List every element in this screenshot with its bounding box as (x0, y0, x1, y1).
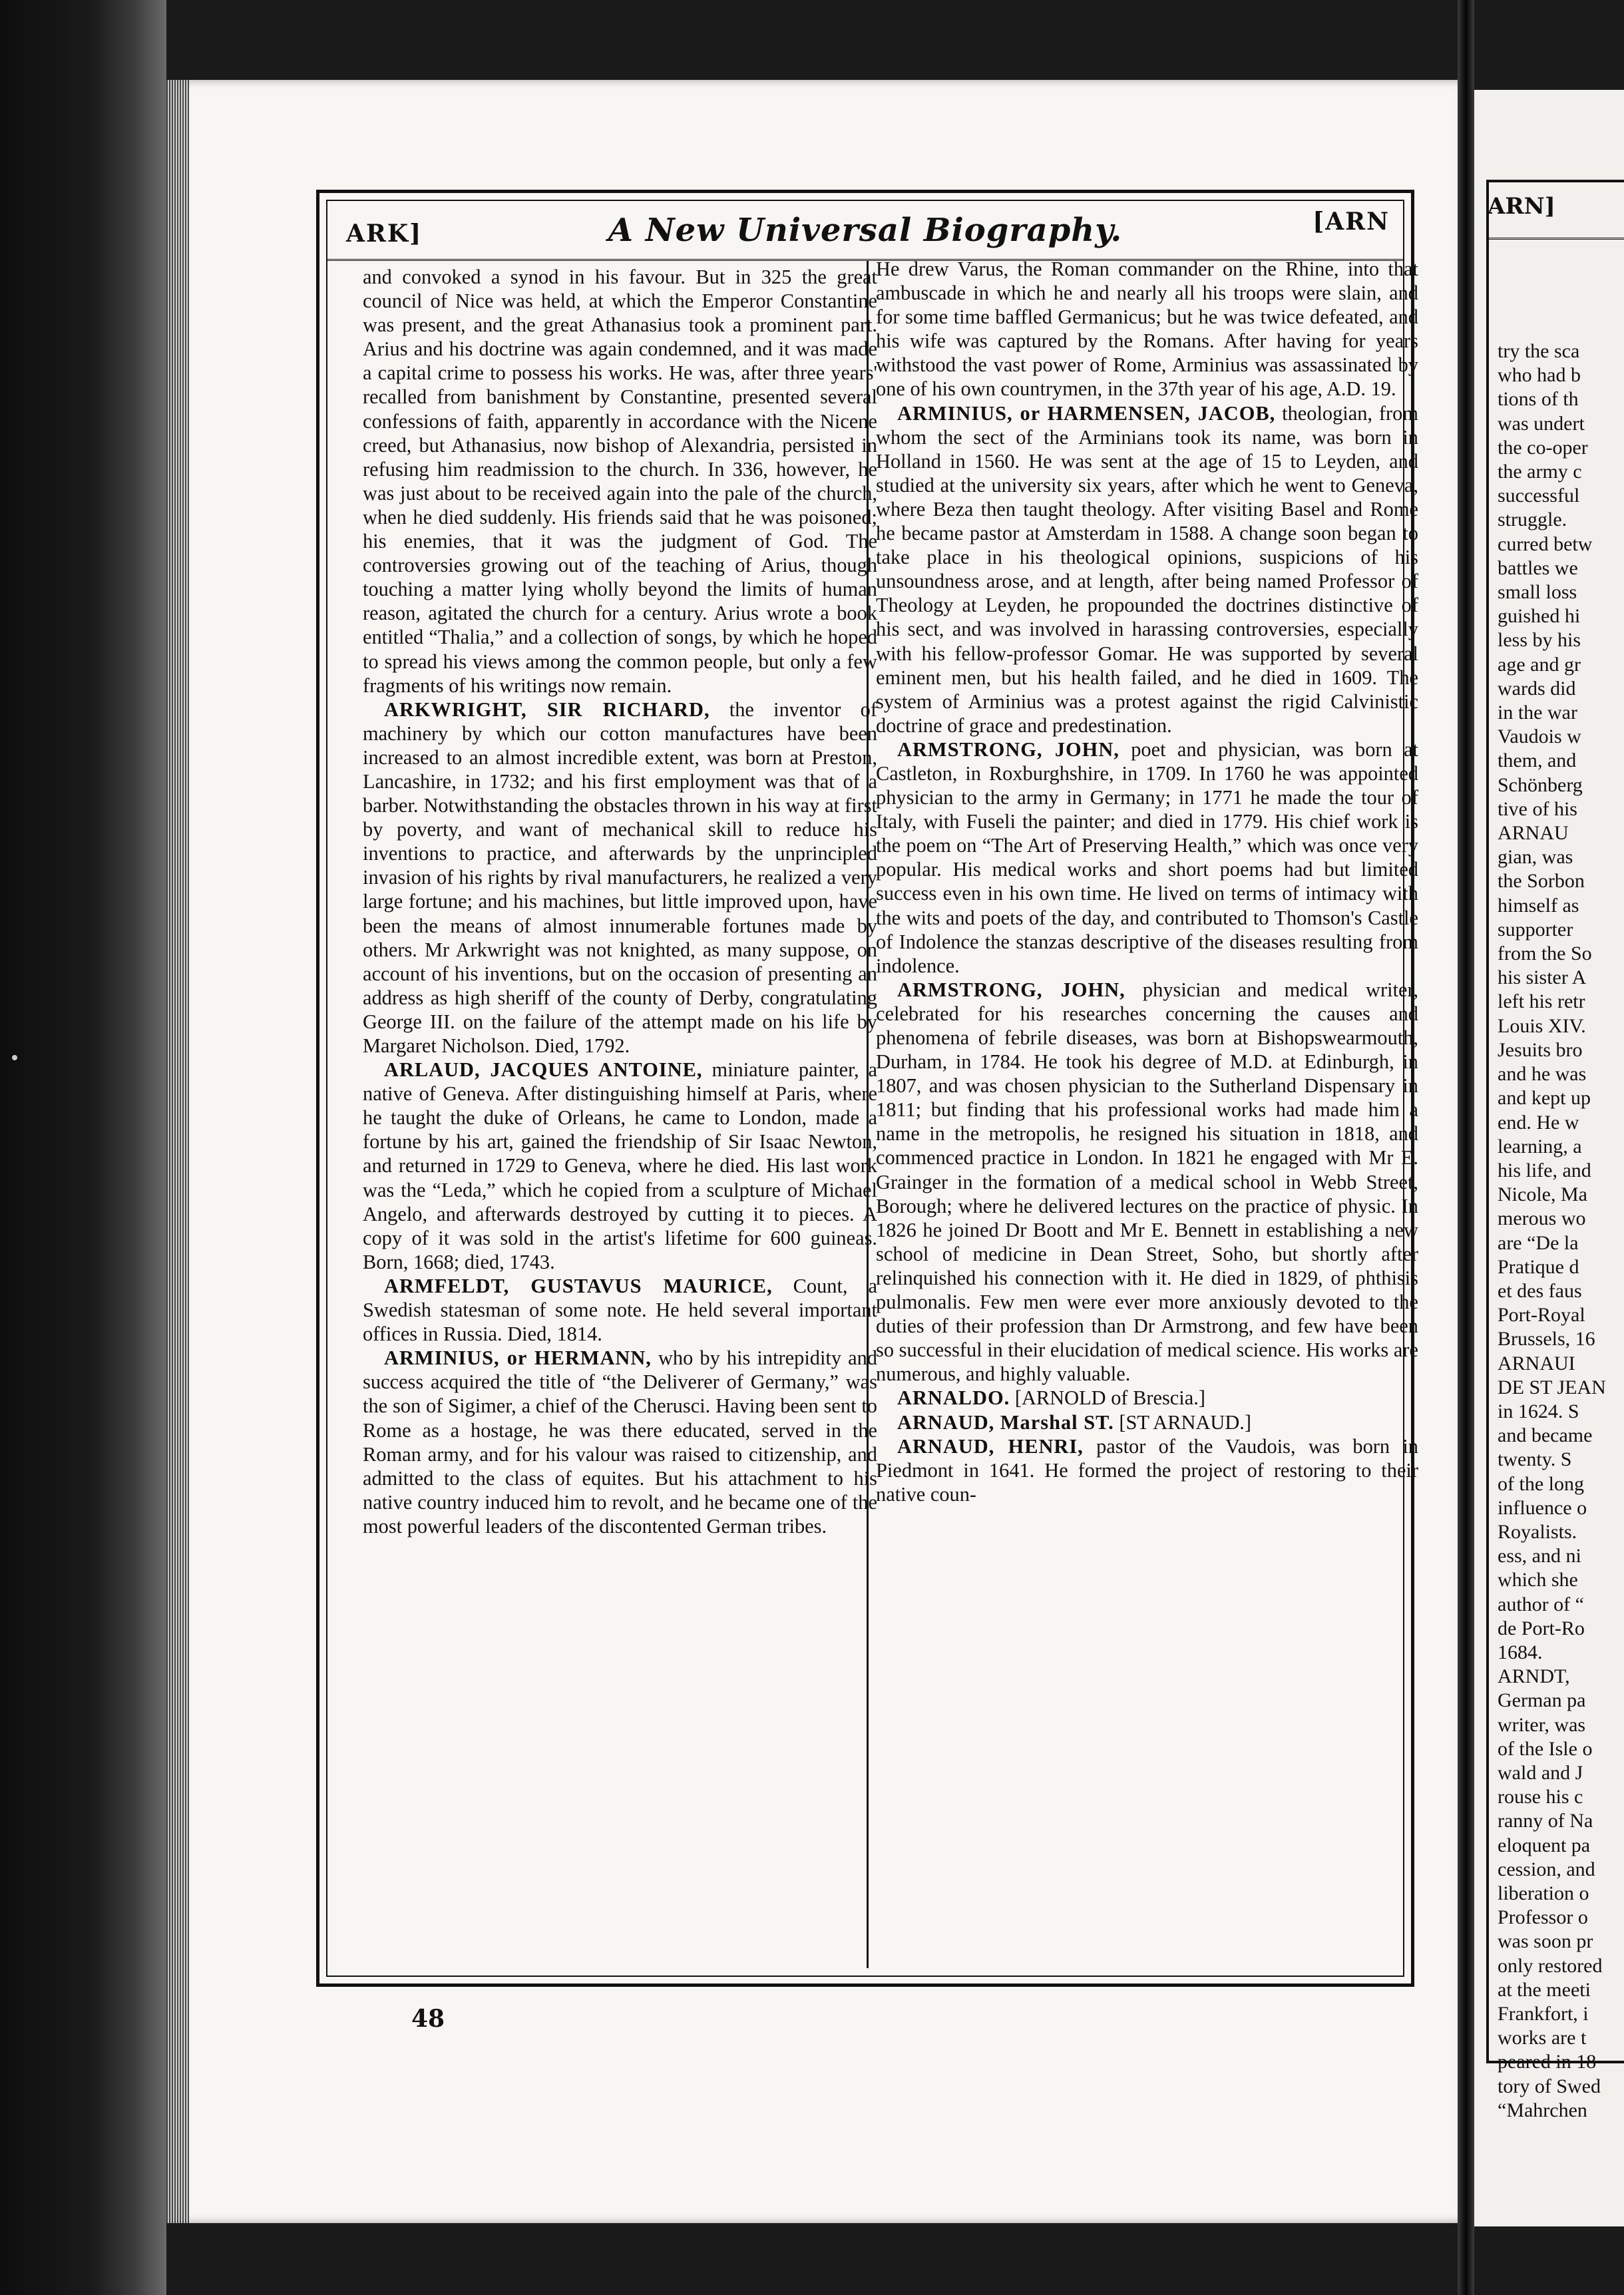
entry-headword: ARNAUD, HENRI, (897, 1434, 1084, 1458)
adjacent-page-line: in 1624. S (1498, 1400, 1579, 1422)
adjacent-page-line: influence o (1498, 1496, 1587, 1519)
scan-speck (12, 1055, 17, 1060)
page-edges (166, 80, 189, 2223)
adjacent-page-line: de Port-Ro (1498, 1617, 1585, 1639)
adjacent-page-line: Brussels, 16 (1498, 1328, 1595, 1351)
adjacent-page-line: struggle. (1498, 509, 1567, 531)
adjacent-page-line: merous wo (1498, 1207, 1586, 1230)
biography-entry (363, 1058, 877, 1274)
header-title: A New Universal Biography. (608, 212, 1123, 249)
adjacent-page-line: and he was (1498, 1063, 1587, 1086)
entry-headword: ARNALDO. (897, 1386, 1010, 1410)
adjacent-page-line: Nicole, Ma (1498, 1183, 1587, 1206)
entry-headword: ARNAUD, Marshal ST. (897, 1410, 1114, 1434)
adjacent-page-header: ARN] (1488, 193, 1555, 220)
biography-entry (363, 698, 877, 1058)
adjacent-page-line: liberation o (1498, 1882, 1589, 1904)
adjacent-page-line: et des faus (1498, 1279, 1582, 1302)
adjacent-page-line: supporter (1498, 918, 1573, 940)
adjacent-page-line: Port-Royal (1498, 1304, 1585, 1327)
biography-entry (876, 737, 1418, 978)
adjacent-page-line: ess, and ni (1498, 1545, 1581, 1567)
entry-text: [ARNOLD of Brescia.] (1010, 1386, 1205, 1410)
adjacent-page-line: age and gr (1498, 653, 1581, 676)
adjacent-page-line: guished hi (1498, 605, 1581, 628)
entry-text: who by his intrepidity and success acquired the title of “the Deliverer of Germany,” was the son of Sigimer, a chief of the Cherusci. Having been sent to Rome as a hostage, he was there educated, served in the Roman army, and for his valour was raised to citizenship, and admitted to the class of equites. But his attachment to his native country induced him to revolt, and he became one of the most powerful leaders of the discontented German tribes. (363, 1347, 877, 1538)
adjacent-page-line: “Mahrchen (1498, 2099, 1587, 2121)
adjacent-page-line: 1684. (1498, 1641, 1543, 1663)
adjacent-page-line: Frankfort, i (1498, 2003, 1589, 2025)
adjacent-page-line: tory of Swed (1498, 2075, 1601, 2097)
biography-entry (876, 978, 1418, 1386)
adjacent-page-line: cession, and (1498, 1858, 1595, 1880)
entry-headword: ARKWRIGHT, SIR RICHARD, (384, 698, 710, 721)
adjacent-page-line: ARNDT, (1498, 1665, 1570, 1688)
adjacent-page (1474, 90, 1624, 2226)
adjacent-page-line: peared in 18 (1498, 2051, 1597, 2073)
adjacent-page-line: curred betw (1498, 532, 1593, 555)
adjacent-page-line: end. He w (1498, 1111, 1579, 1134)
entry-headword: ARMSTRONG, JOHN, (897, 978, 1125, 1001)
adjacent-page-line: ranny of Na (1498, 1810, 1593, 1832)
adjacent-page-line: his sister A (1498, 966, 1587, 989)
adjacent-page-line: of the long (1498, 1472, 1584, 1495)
adjacent-page-header-rule (1486, 238, 1624, 240)
adjacent-page-line: eloquent pa (1498, 1834, 1591, 1856)
entry-text: miniature painter, a native of Geneva. After distinguishing himself at Paris, where he taught the duke of Orleans, he came to London, made a fortune by his art, gained the friendship of Sir Isaac Newton, and returned in 1729 to Geneva, where he died. His last work was the “Leda,” which he copied from a sculpture of Michael Angelo, and afterwards destroyed by cutting it to pieces. A copy of it was sold in the artist's lifetime for 600 guineas. Born, 1668; died, 1743. (363, 1058, 877, 1273)
entry-text: pastor of the Vaudois, was born in Piedmont in 1641. He formed the project of restoring to their native coun- (876, 1434, 1418, 1506)
adjacent-page-line: learning, a (1498, 1135, 1582, 1157)
adjacent-page-line: try the sca (1498, 340, 1580, 362)
adjacent-page-line: was soon pr (1498, 1930, 1593, 1953)
adjacent-page-line: in the war (1498, 702, 1577, 724)
left-column (363, 265, 877, 1966)
adjacent-page-line: wards did (1498, 677, 1576, 700)
entry-text: He drew Varus, the Roman commander on the Rhine, into that ambuscade in which he and nearly all his troops were slain, and for some time baffled Germanicus; but he was twice defeated, and his wife was captured by the Romans. After having for years withstood the vast power of Rome, Arminius was assassinated by one of his own countrymen, in the 37th year of his age, A.D. 19. (876, 258, 1418, 401)
page-number: 48 (411, 2005, 445, 2033)
continued-paragraph (363, 265, 877, 698)
adjacent-page-line: author of “ (1498, 1593, 1584, 1615)
adjacent-page-line: the Sorbon (1498, 870, 1585, 893)
adjacent-page-line: gian, was (1498, 846, 1573, 869)
entry-text: [ST ARNAUD.] (1114, 1410, 1252, 1434)
adjacent-page-line: DE ST JEAN (1498, 1376, 1606, 1398)
adjacent-page-line: who had b (1498, 364, 1581, 387)
adjacent-page-line: twenty. S (1498, 1448, 1572, 1471)
adjacent-page-line: which she (1498, 1569, 1578, 1591)
adjacent-page-line: small loss (1498, 581, 1577, 604)
entry-text: physician and medical writer, celebrated for his researches concerning the causes and phenomena of febrile diseases, was born at Bishopswearmouth, Durham, in 1784. He took his degree of M.D. at Edinburgh, in 1807, and was chosen physician to the Sutherland Dispensary in 1811; but finding that his professional works had made him a name in the metropolis, he resigned his situation in 1818, and commenced practice in London. In 1821 he engaged with Mr E. Grainger in the formation of a medical school in Webb Street, Borough; where he delivered lectures on the practice of physic. In 1826 he joined Dr Boott and Mr E. Bennett in establishing a new school of medicine in Dean Street, Soho, but shortly after relinquished his connection with it. He died in 1829, of phthisis pulmonalis. Few men were ever more anxiously devoted to the duties of their profession than Dr Armstrong, and few have been so successful in their elucidation of medical science. His works are numerous, and highly valuable. (876, 978, 1418, 1386)
entry-text: and convoked a synod in his favour. But in 325 the great council of Nice was held, at which the Emperor Constantine was present, and the great Athanasius took a prominent part. Arius and his doctrine was again condemned, and it was made a capital crime to possess his works. He was, after three years' recalled from banishment by Constantine, presented several confessions of faith, apparently in accordance with the Nicene creed, but Athanasius, now bishop of Alexandria, persisted in refusing him readmission to the church. In 336, however, he was just about to be received again into the pale of the church, when he died suddenly. His friends said that he was poisoned; his enemies, that it was the judgment of God. The controversies growing out of the teaching of Arius, though touching a matter lying wholly beyond the limits of human reason, agitated the church for a century. Arius wrote a book entitled “Thalia,” and a collection of songs, by which he hoped to spread his views among the common people, but only a few fragments of his writings now remain. (363, 266, 877, 697)
adjacent-page-line: less by his (1498, 629, 1581, 652)
entry-headword: ARMINIUS, or HARMENSEN, JACOB, (897, 401, 1276, 425)
entry-headword: ARMFELDT, GUSTAVUS MAURICE, (384, 1274, 773, 1297)
adjacent-page-line: only restored (1498, 1954, 1603, 1977)
adjacent-page-line: German pa (1498, 1689, 1586, 1712)
right-column (876, 257, 1418, 1958)
biography-entry (876, 1386, 1418, 1410)
adjacent-page-line: at the meeti (1498, 1978, 1591, 2001)
running-header (326, 200, 1404, 261)
header-left-catchword: ARK] (346, 220, 423, 248)
continued-paragraph (876, 257, 1418, 401)
adjacent-page-line: successful (1498, 485, 1580, 507)
adjacent-page-line: wald and J (1498, 1761, 1583, 1784)
adjacent-page-line: Pratique d (1498, 1255, 1579, 1278)
adjacent-page-line: tive of his (1498, 797, 1577, 820)
adjacent-page-line: Professor o (1498, 1906, 1588, 1929)
adjacent-page-line: ARNAU (1498, 822, 1569, 845)
entry-text: Count, a Swedish statesman of some note. He held several important offices in Russia. Died, 1814. (363, 1274, 877, 1346)
book-gutter (1458, 0, 1474, 2295)
adjacent-page-line: writer, was (1498, 1713, 1586, 1736)
biography-entry (876, 401, 1418, 737)
adjacent-page-line: ARNAUI (1498, 1352, 1575, 1374)
adjacent-page-line: tions of th (1498, 388, 1579, 411)
header-right-catchword: [ARN (1313, 208, 1390, 236)
adjacent-page-line: battles we (1498, 556, 1578, 579)
entry-headword: ARMINIUS, or HERMANN, (384, 1347, 652, 1370)
adjacent-page-line: and kept up (1498, 1087, 1591, 1110)
adjacent-page-line: left his retr (1498, 990, 1585, 1013)
entry-text: poet and physician, was born at Castleton, in Roxburghshire, in 1709. In 1760 he was appointed physician to the army in Germany; in 1771 he made the tour of Italy, with Fuseli the painter; and died in 1779. His chief work is the poem on “The Art of Preserving Health,” which was once very popular. His medical works and short poems had but limited success even in his own time. He lived on terms of intimacy with the wits and poets of the day, and contributed to Thomson's Castle of Indolence the stanzas descriptive of the diseases resulting from indolence. (876, 737, 1418, 977)
entry-headword: ARLAUD, JACQUES ANTOINE, (384, 1058, 703, 1082)
adjacent-page-line: himself as (1498, 894, 1579, 917)
biography-entry (876, 1410, 1418, 1434)
adjacent-page-line: works are t (1498, 2027, 1587, 2049)
adjacent-page-line: his life, and (1498, 1159, 1591, 1181)
biography-entry (876, 1434, 1418, 1506)
entry-text: theologian, from whom the sect of the Arminians took its name, was born in Holland in 1560. He was sent at the age of 15 to Leyden, and studied at the university six years, after which he went to Geneva, where Beza then taught theology. After visiting Basel and Rome he became pastor at Amsterdam in 1588. A change soon began to take place in his theological opinions, suspicions of his unsoundness arose, and at length, after being named Professor of Theology at Leyden, he propounded the doctrines distinctive of his sect, and was involved in harassing controversies, especially with his fellow-professor Gomar. He was supported by several eminent men, but his health failed, and he died in 1609. The system of Arminius was a protest against the rigid Calvinistic doctrine of grace and predestination. (876, 401, 1418, 737)
book-binding-shadow (0, 0, 166, 2295)
adjacent-page-line: are “De la (1498, 1231, 1579, 1254)
adjacent-page-line: and became (1498, 1424, 1593, 1447)
entry-text: the inventor of machinery by which our cotton manufactures have been increased to an almost incredible extent, was born at Preston, Lancashire, in 1732; and his first employment was that of a barber. Notwithstanding the obstacles thrown in his way at first by poverty, and want of mechanical skill to reduce his inventions to practice, and afterwards by the unprincipled invasion of his rights by rival manufacturers, he realized a very large fortune; and his machines, but little improved upon, have been the means of almost innumerable fortunes made by others. Mr Arkwright was not knighted, as many suppose, on account of his inventions, but on the occasion of presenting an address as high sheriff of the county of Derby, congratulating George III. on the failure of the attempt made on his life by Margaret Nicholson. Died, 1792. (363, 698, 877, 1057)
adjacent-page-line: them, and (1498, 749, 1577, 772)
adjacent-page-line: the co-oper (1498, 436, 1588, 459)
adjacent-page-line: Jesuits bro (1498, 1038, 1583, 1061)
adjacent-page-line: Vaudois w (1498, 726, 1581, 748)
biography-entry (363, 1274, 877, 1346)
adjacent-page-line: was undert (1498, 412, 1585, 435)
adjacent-page-line: Royalists. (1498, 1520, 1577, 1543)
biography-entry (363, 1346, 877, 1538)
adjacent-page-line: the army c (1498, 461, 1582, 483)
adjacent-page-line: of the Isle o (1498, 1737, 1593, 1760)
entry-headword: ARMSTRONG, JOHN, (897, 737, 1119, 761)
adjacent-page-line: from the So (1498, 942, 1592, 965)
adjacent-page-line: Louis XIV. (1498, 1014, 1586, 1037)
adjacent-page-text (1498, 339, 1624, 2123)
adjacent-page-line: rouse his c (1498, 1786, 1583, 1808)
adjacent-page-line: Schönberg (1498, 773, 1583, 796)
